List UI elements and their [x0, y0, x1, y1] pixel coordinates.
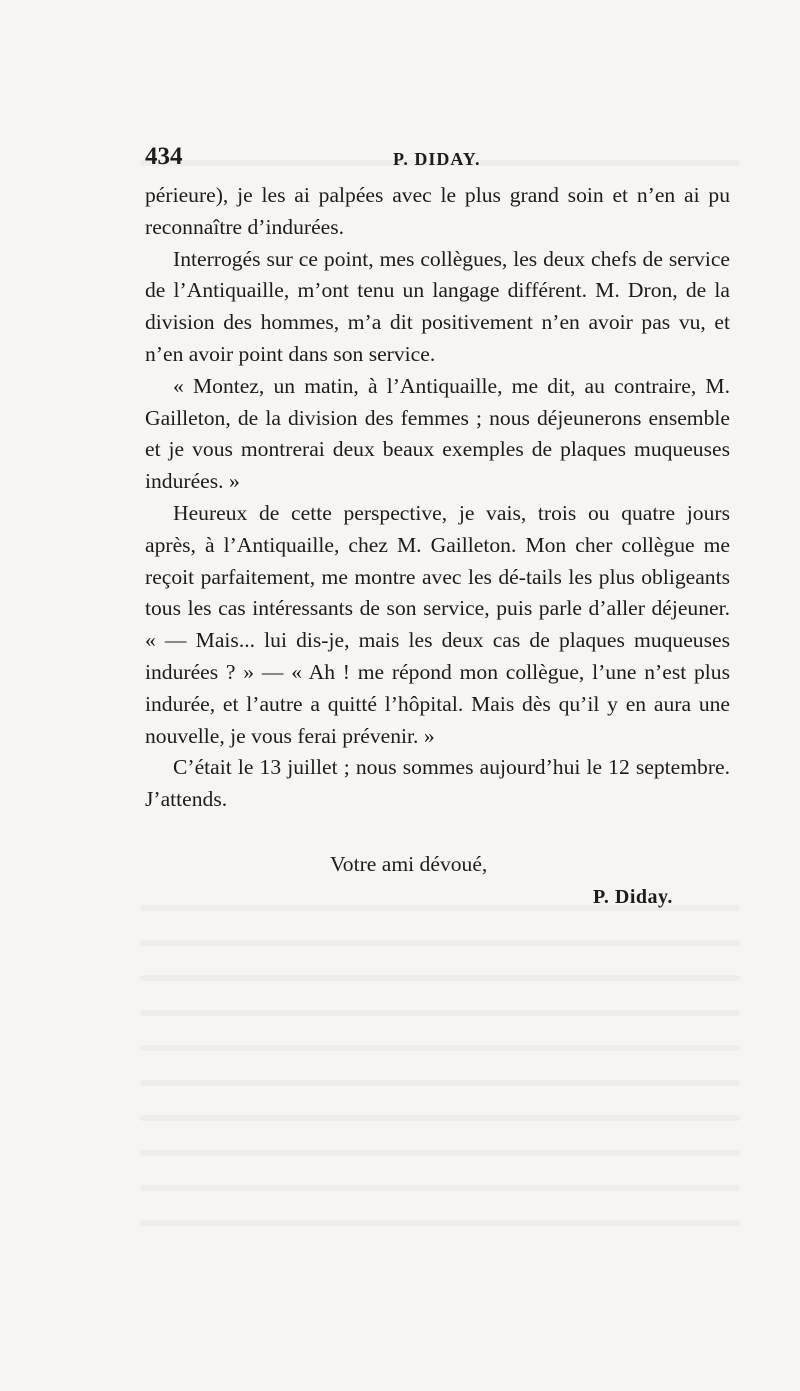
paragraph: Heureux de cette perspective, je vais, trois ou quatre jours après, à l’Antiquaille, chez M. Gailleton. Mon cher collègue me reçoit parfaitement, me montre avec les dé-tails les plus obligeants tous les cas intéressants de son service, puis parle d’aller déjeuner. « — Mais... lui dis-je, mais les deux cas de plaques muqueuses indurées ? » — « Ah ! me répond mon collègue, l’une n’est plus indurée, et l’autre a quitté l’hôpital. Mais dès qu’il y en aura une nouvelle, je vous ferai prévenir. »	[145, 500, 730, 748]
running-head: P. DIDAY.	[393, 149, 481, 169]
paragraph: Interrogés sur ce point, mes collègues, les deux chefs de service de l’Antiquaille, m’ont tenu un langage différent. M. Dron, de la division des hommes, m’a dit positivement n’en avoir pas vu, et n’en avoir point dans son service.	[145, 246, 730, 366]
show-through-line	[140, 1045, 740, 1051]
show-through-line	[140, 1115, 740, 1121]
show-through-line	[140, 1010, 740, 1016]
show-through-line	[140, 975, 740, 981]
show-through-line	[140, 1220, 740, 1226]
paragraph: périeure), je les ai palpées avec le plus grand soin et n’en ai pu reconnaître d’indurées.	[145, 183, 730, 239]
signature: P. Diday.	[593, 886, 673, 908]
show-through-line	[140, 1185, 740, 1191]
page-number: 434	[145, 143, 183, 170]
letter-closing: Votre ami dévoué,	[330, 852, 488, 876]
show-through-line	[140, 940, 740, 946]
show-through-line	[140, 1080, 740, 1086]
paragraph: « Montez, un matin, à l’Antiquaille, me dit, au contraire, M. Gailleton, de la division des femmes ; nous déjeunerons ensemble et je vous montrerai deux beaux exemples de plaques muqueuses indurées. »	[145, 373, 730, 494]
show-through-line	[140, 1150, 740, 1156]
body-text	[145, 180, 730, 816]
page-header	[145, 143, 730, 183]
paragraph: C’était le 13 juillet ; nous sommes aujourd’hui le 12 septembre. J’attends.	[145, 755, 730, 812]
